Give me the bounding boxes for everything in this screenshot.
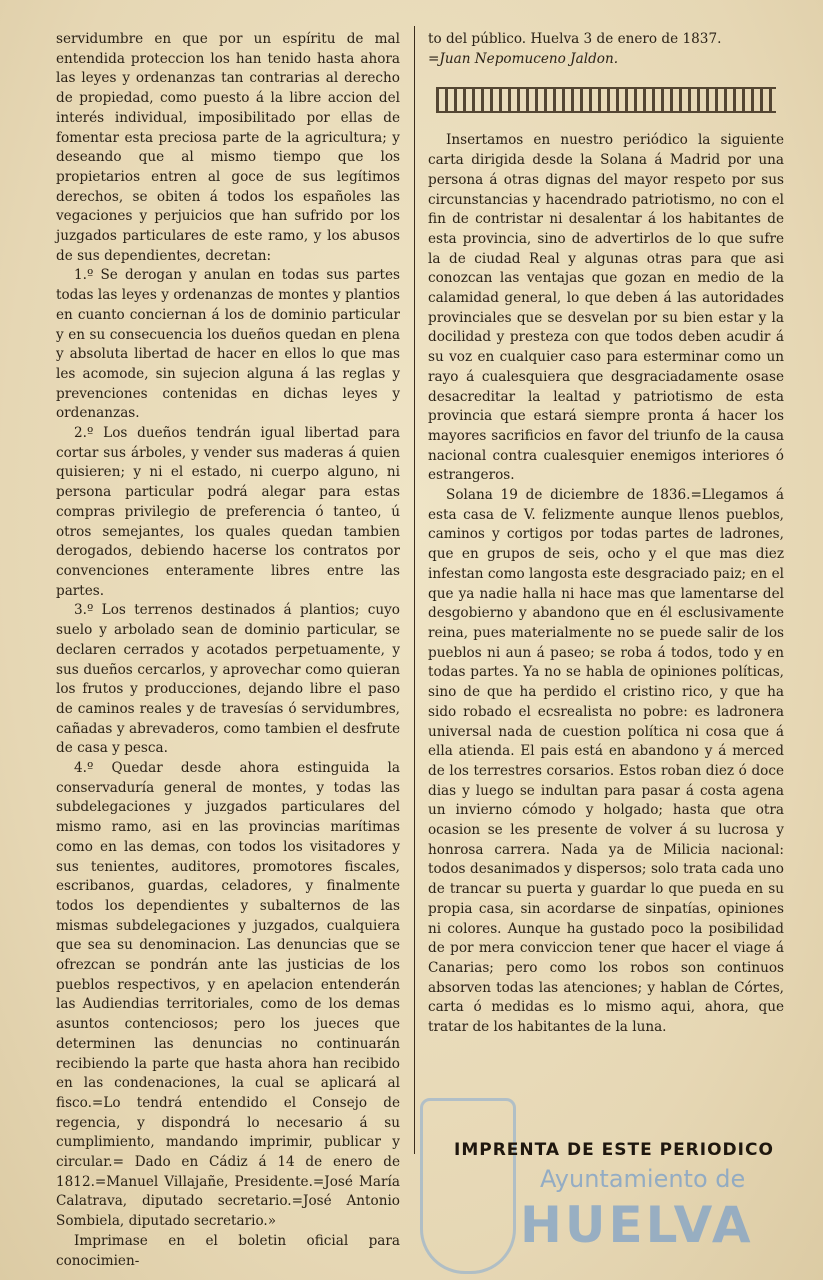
column-divider: [414, 26, 415, 1154]
left-paragraph-article-1: 1.º Se derogan y anulan en todas sus partes todas las leyes y ordenanzas de montes y plantios en cuanto conciernan á los de dominio particular y en su consecuencia los dueños quedan en plena y absoluta libertad de hacer en ellos lo que mas les acomode, sin sujecion alguna á las reglas y prevenciones contenidas en dichas leyes y ordenanzas.: [56, 267, 400, 422]
left-paragraph-article-4: 4.º Quedar desde ahora estinguida la conservaduría general de montes, y todas las subdelegaciones y juzgados particulares del mismo ramo, asi en las provincias marítimas como en las demas, con todos los visitadores y sus tenientes, auditores, promotores fiscales, escribanos, guardas, celadores, y finalmente todos los dependientes y subalternos de las mismas subdelegaciones y juzgados, cualquiera que sea su denominacion. Las denuncias que se ofrezcan se pondrán ante las justicias de los pueblos respectivos, y en apelacion entenderán las Audiendias territoriales, como de los demas asuntos contenciosos; pero los jueces que determinen las denuncias no continuarán recibiendo la parte que hasta ahora han recibido en las condenaciones, la cual se aplicará al fisco.=Lo tendrá entendido el Consejo de regencia, y dispondrá lo necesario á su cumplimiento, mandando imprimir, publicar y circular.= Dado en Cádiz á 14 de enero de 1812.=Manuel Villajañe, Presidente.=José María Calatrava, diputado secretario.=José Antonio Sombiela, diputado secretario.»: [56, 760, 400, 1230]
ornamental-divider: [436, 87, 776, 113]
left-paragraph-article-3: 3.º Los terrenos destinados á plantios; cuyo suelo y arbolado sean de dominio particular, se declaren cerrados y acotados perpetuamente, y sus dueños cercarlos, y aprovechar como quieran los frutos y producciones, dejando libre el paso de caminos reales y de travesías ó servidumbres, cañadas y abrevaderos, como tambien el desfrute de casa y pesca.: [56, 602, 400, 757]
right-intro-line: to del público. Huelva 3 de enero de 1837.: [428, 31, 722, 47]
watermark-crest-icon: [420, 1098, 516, 1274]
left-paragraph-1: servidumbre en que por un espíritu de mal entendida proteccion los han tenido hasta ahora las leyes y ordenanzas tan contrarias al derecho de propiedad, como puesto á la libre accion del interés individual, imposibilitado por ellas de fomentar esta preciosa parte de la agricultura; y deseando que al mismo tiempo que los propietarios entren al goce de sus legítimos derechos, se obiten á todos los españoles las vegaciones y perjuicios que han sufrido por los juzgados particulares de este ramo, y los abusos de sus dependientes, decretan:: [56, 31, 400, 264]
imprint-footer: IMPRENTA DE ESTE PERIODICO: [454, 1140, 774, 1160]
watermark-line-2: HUELVA: [520, 1196, 754, 1254]
watermark-line-1: Ayuntamiento de: [540, 1165, 746, 1193]
left-paragraph-closing: Imprimase en el boletin oficial para conocimien-: [56, 1232, 400, 1269]
right-column: [428, 30, 784, 1038]
right-paragraph-1: Insertamos en nuestro periódico la siguiente carta dirigida desde la Solana á Madrid por una persona á otras dignas del mayor respeto por sus circunstancias y hacendrado patriotismo, no con el fin de contristar ni desalentar á los habitantes de esta provincia, sino de advertirlos de lo que sufre la de ciudad Real y algunas otras para que asi conozcan las ventajas que gozan en medio de la calamidad general, lo que deben á las autoridades provinciales que se desvelan por su bien estar y la docilidad y presteza con que todos deben acudir á su voz en cualquier caso para esterminar como un rayo á cualesquiera que desgraciadamente osase desacreditar la lealtad y patriotismo de esta provincia que estará siempre pronta á hacer los mayores sacrificios en favor del triunfo de la causa nacional contra cualesquier enemigos interiores ó estrangeros.: [428, 132, 784, 484]
signature: =Juan Nepomuceno Jaldon.: [428, 50, 619, 67]
left-paragraph-article-2: 2.º Los dueños tendrán igual libertad para cortar sus árboles, y vender sus maderas á quien quisieren; y ni el estado, ni cuerpo alguno, ni persona particular podrá alegar para estas compras privilegio de preferencia ó tanteo, ú otros semejantes, los quales quedan tambien derogados, debiendo hacerse los contratos por convenciones enteramente libres entre las partes.: [56, 425, 400, 599]
right-paragraph-letter: Solana 19 de diciembre de 1836.=Llegamos á esta casa de V. felizmente aunque llenos pueblos, caminos y cortigos por todas partes de ladrones, que en grupos de seis, ocho y el que mas diez infestan como langosta este desgraciado paiz; en el que ya nadie halla ni hace mas que lamentarse del desgobierno y abandono que en él esclusivamente reina, pues materialmente no se puede salir de los pueblos ni aun á paseo; se roba á todos, todo y en todas partes. Ya no se habla de opiniones políticas, sino de que ha perdido el cristino rico, y que ha sido robado el ecsrealista no pobre: es ladronera universal nada de cuestion política ni cosa que á ella atienda. El pais está en abandono y á merced de los terrestres corsarios. Estos roban diez ó doce dias y luego se indultan para pasar á costa agena un invierno cómodo y holgado; hasta que otra ocasion se les presente de volver á su lucrosa y honrosa carrera. Nada ya de Milicia nacional: todos desanimados y dispersos; solo trata cada uno de trancar su puerta y guardar lo que pueda en su propia casa, sin acordarse de sinpatías, opiniones ni colores. Aunque ha gustado poco la posibilidad de por mera conviccion tener que hacer el viage á Canarias; pero como los robos son continuos absorven todas las atenciones; y hablan de Córtes, carta ó medidas es lo mismo aqui, ahora, que tratar de los habitantes de la luna.: [428, 487, 784, 1036]
left-column: [56, 30, 400, 1271]
